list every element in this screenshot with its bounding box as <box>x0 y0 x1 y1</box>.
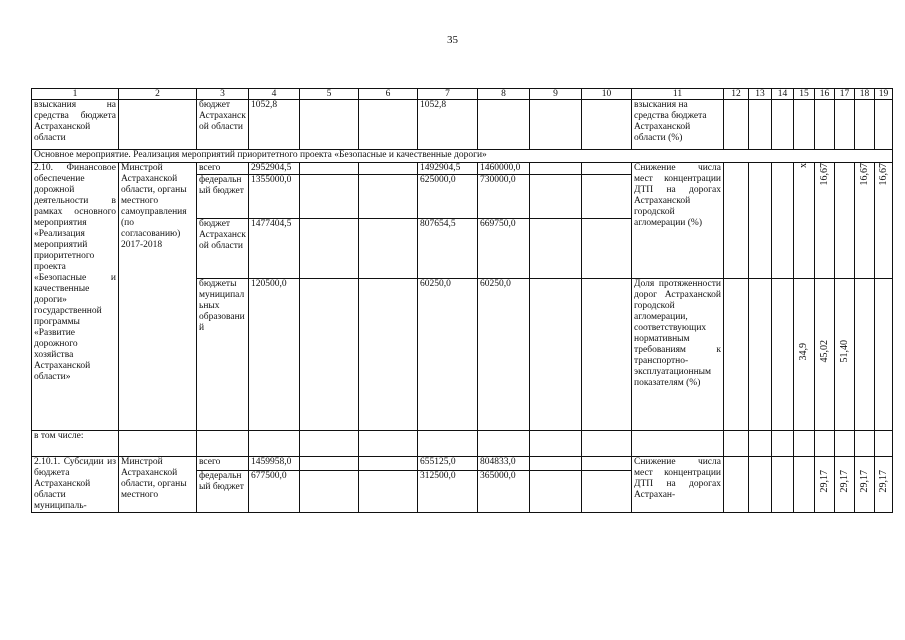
cell-total: 1355000,0 <box>249 175 300 219</box>
cell-name: 2.10. Финансовое обеспечение дорожной деятельности в рамках основного мероприятия «Реализация мероприятий приоритетного проекта «Безопасные и качественные дороги» государственной программы «Развитие дорожного хозяйства Астраханской области» <box>32 163 119 431</box>
cell-source: бюджет Астраханской области <box>197 100 249 150</box>
cell-source: бюджеты муниципальных образований <box>197 279 249 431</box>
cell-executor: Минстрой Астраханской области, органы местного самоуправления (по согласованию) 2017-2018 <box>119 163 197 431</box>
cell-total: 120500,0 <box>249 279 300 431</box>
cell-value <box>855 279 875 431</box>
col-header-19: 19 <box>875 89 893 100</box>
cell-value <box>835 163 855 279</box>
cell-value: 45,02 <box>815 279 835 431</box>
table-row <box>32 457 893 471</box>
cell-source: федеральный бюджет <box>197 175 249 219</box>
cell-source: бюджет Астраханской области <box>197 219 249 279</box>
cell-total: 1052,8 <box>249 100 300 150</box>
cell-year2: 804833,0 <box>478 457 530 471</box>
column-header-row <box>32 89 893 100</box>
cell-indicator: Доля протяженности дорог Астраханской городской агломерации, соответствующих нормативным требованиям к транспортно-эксплуатационным показателям (%) <box>632 279 724 431</box>
col-header-6: 6 <box>359 89 418 100</box>
col-header-2: 2 <box>119 89 197 100</box>
cell-value: 34,9 <box>794 279 815 431</box>
cell-total: 1459958,0 <box>249 457 300 471</box>
cell-value: 29,17 <box>815 457 835 513</box>
col-header-9: 9 <box>530 89 582 100</box>
col-header-16: 16 <box>815 89 835 100</box>
cell-year2: 669750,0 <box>478 219 530 279</box>
cell-year2: 365000,0 <box>478 471 530 513</box>
section-title: Основное мероприятие. Реализация мероприятий приоритетного проекта «Безопасные и качественные дороги» <box>32 150 893 163</box>
cell-year1: 1052,8 <box>418 100 478 150</box>
cell-total: 1477404,5 <box>249 219 300 279</box>
col-header-4: 4 <box>249 89 300 100</box>
cell-value: 16,67 <box>875 163 893 279</box>
cell-value: 29,17 <box>855 457 875 513</box>
col-header-10: 10 <box>582 89 632 100</box>
cell-value: 29,17 <box>835 457 855 513</box>
cell-year1: 312500,0 <box>418 471 478 513</box>
table-row <box>32 431 893 457</box>
table-row <box>32 163 893 175</box>
cell-indicator: взыскания на средства бюджета Астраханской области (%) <box>632 100 724 150</box>
cell-value <box>875 279 893 431</box>
col-header-3: 3 <box>197 89 249 100</box>
cell-value: х <box>794 163 815 279</box>
col-header-13: 13 <box>749 89 772 100</box>
cell-value: 29,17 <box>875 457 893 513</box>
cell-source: федеральный бюджет <box>197 471 249 513</box>
cell-indicator: Снижение числа мест концентрации ДТП на дорогах Астрахан- <box>632 457 724 513</box>
col-header-18: 18 <box>855 89 875 100</box>
section-row <box>32 150 893 163</box>
cell-total: 677500,0 <box>249 471 300 513</box>
col-header-12: 12 <box>724 89 749 100</box>
cell-year2: 730000,0 <box>478 175 530 219</box>
cell-value: 16,67 <box>815 163 835 279</box>
col-header-5: 5 <box>300 89 359 100</box>
cell-indicator: Снижение числа мест концентрации ДТП на дорогах Астраханской городской агломерации (%) <box>632 163 724 279</box>
col-header-8: 8 <box>478 89 530 100</box>
table-row <box>32 100 893 150</box>
cell-including: в том числе: <box>32 431 119 457</box>
col-header-17: 17 <box>835 89 855 100</box>
col-header-14: 14 <box>772 89 794 100</box>
cell-year1: 807654,5 <box>418 219 478 279</box>
col-header-15: 15 <box>794 89 815 100</box>
cell-source: всего <box>197 163 249 175</box>
cell-year1: 655125,0 <box>418 457 478 471</box>
col-header-7: 7 <box>418 89 478 100</box>
page-number: 35 <box>447 34 458 46</box>
cell-value: 16,67 <box>855 163 875 279</box>
cell-executor: Минстрой Астраханской области, органы местного <box>119 457 197 513</box>
cell-year2: 1460000,0 <box>478 163 530 175</box>
cell-total: 2952904,5 <box>249 163 300 175</box>
cell-year1: 1492904,5 <box>418 163 478 175</box>
cell-year1: 60250,0 <box>418 279 478 431</box>
cell-value: 51,40 <box>835 279 855 431</box>
program-table <box>31 88 893 513</box>
cell-year1: 625000,0 <box>418 175 478 219</box>
cell-year2: 60250,0 <box>478 279 530 431</box>
cell-source: всего <box>197 457 249 471</box>
cell-name: взыскания на средства бюджета Астраханской области <box>32 100 119 150</box>
col-header-1: 1 <box>32 89 119 100</box>
col-header-11: 11 <box>632 89 724 100</box>
cell-name: 2.10.1. Субсидии из бюджета Астраханской области муниципаль- <box>32 457 119 513</box>
